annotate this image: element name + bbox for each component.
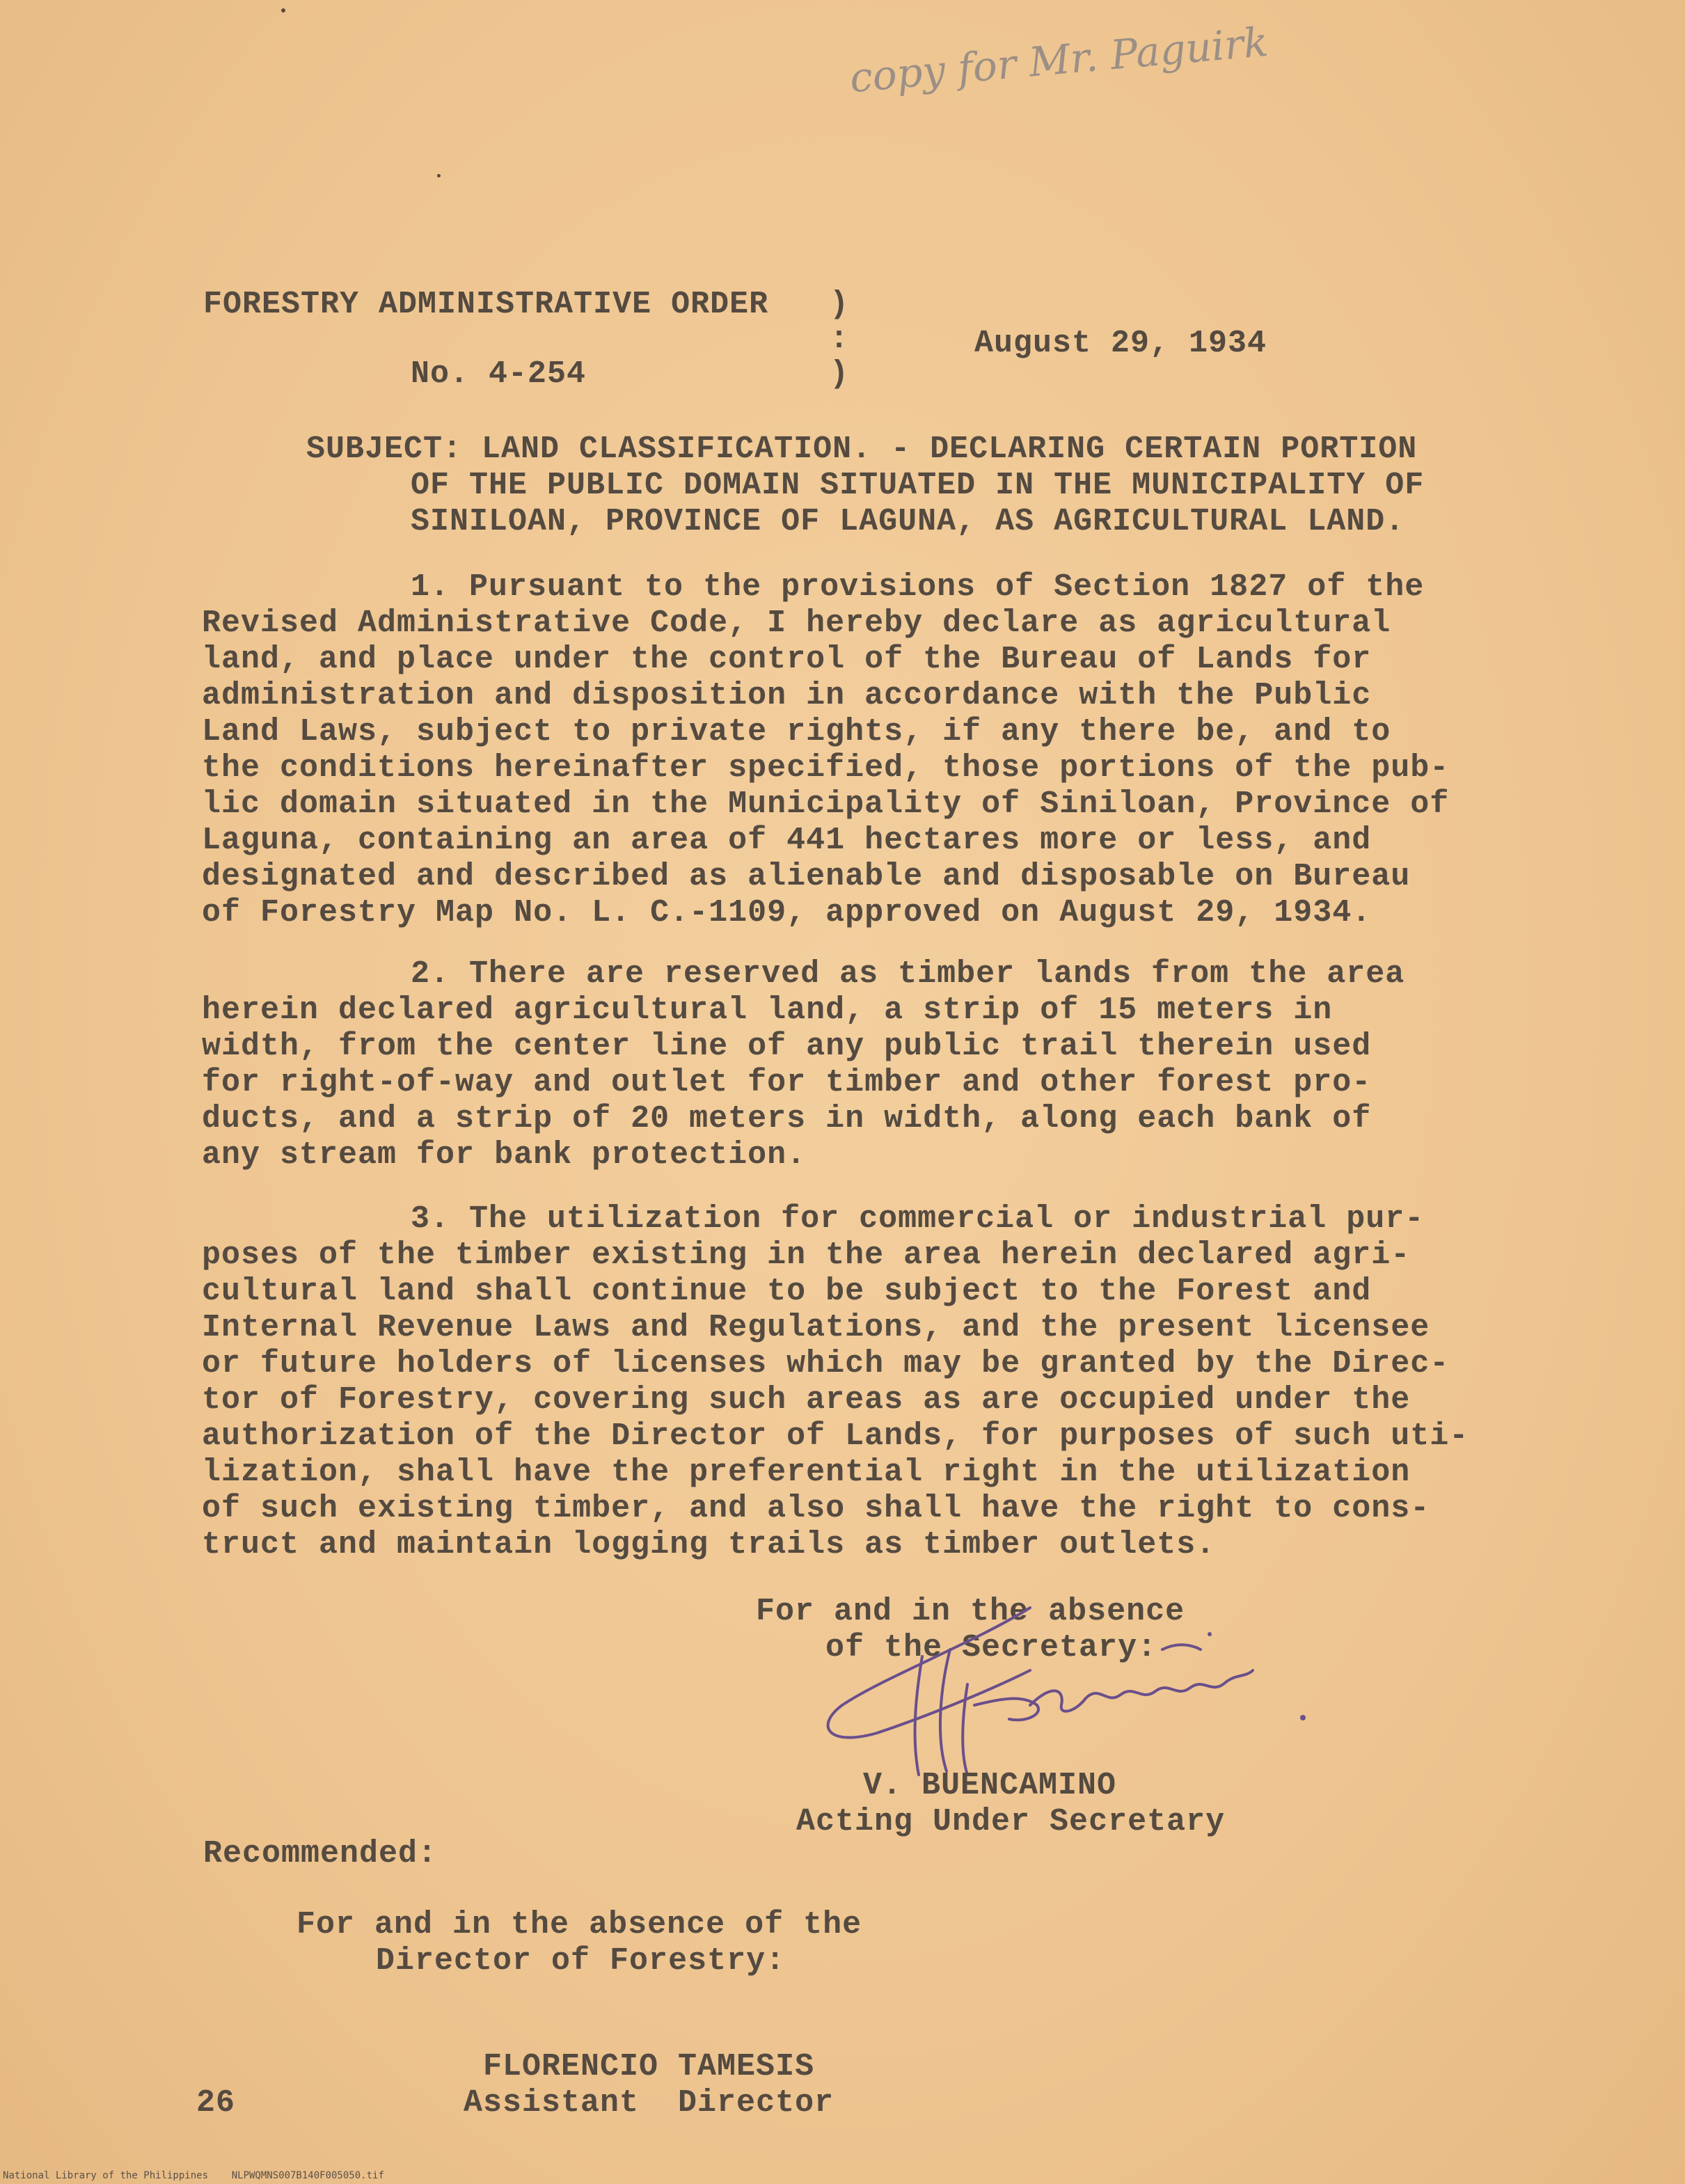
archive-footer: National Library of the Philippines NLPWQMNS007B140F005050.tif: [3, 2170, 384, 2181]
paragraph-1-line: designated and described as alienable and disposable on Bureau: [202, 859, 1411, 894]
recommender-title: Assistant Director: [464, 2085, 834, 2121]
signatory-name: V. BUENCAMINO: [863, 1768, 1117, 1803]
header-bracket-bot: ): [830, 356, 850, 392]
order-date: August 29, 1934: [974, 326, 1267, 361]
paragraph-1-line: lic domain situated in the Municipality of Siniloan, Province of: [202, 786, 1450, 822]
subject-line: SINILOAN, PROVINCE OF LAGUNA, AS AGRICULTURAL LAND.: [411, 504, 1405, 539]
order-number: No. 4-254: [411, 356, 587, 392]
paragraph-3-line: poses of the timber existing in the area herein declared agri-: [202, 1237, 1411, 1273]
handwritten-note: copy for Mr. Paguirk: [848, 17, 1270, 102]
paragraph-1-line: 1. Pursuant to the provisions of Section 1827 of the: [411, 569, 1425, 605]
recommended-absence-line: Director of Forestry:: [376, 1943, 786, 1979]
recommender-name: FLORENCIO TAMESIS: [483, 2049, 815, 2084]
paragraph-3-line: tor of Forestry, covering such areas as are occupied under the: [202, 1382, 1411, 1418]
header-bracket-mid: :: [830, 322, 850, 357]
paragraph-3-line: Internal Revenue Laws and Regulations, and the present licensee: [202, 1310, 1430, 1345]
paragraph-3-line: or future holders of licenses which may be granted by the Direc-: [202, 1346, 1450, 1382]
paragraph-2-line: ducts, and a strip of 20 meters in width, along each bank of: [202, 1101, 1372, 1137]
paragraph-1-line: administration and disposition in accordance with the Public: [202, 678, 1372, 713]
paragraph-2-line: 2. There are reserved as timber lands from the area: [411, 956, 1405, 992]
signatory-title: Acting Under Secretary: [796, 1804, 1226, 1839]
recommended-absence-line: For and in the absence of the: [296, 1907, 862, 1942]
paragraph-1-line: land, and place under the control of the Bureau of Lands for: [202, 642, 1372, 677]
speck: [281, 8, 285, 13]
paragraph-1-line: of Forestry Map No. L. C.-1109, approved on August 29, 1934.: [202, 895, 1372, 931]
speck: [437, 174, 441, 177]
paragraph-3-line: truct and maintain logging trails as timber outlets.: [202, 1527, 1216, 1562]
paragraph-1-line: Land Laws, subject to private rights, if any there be, and to: [202, 714, 1391, 750]
paragraph-3-line: lization, shall have the preferential right in the utilization: [202, 1455, 1411, 1490]
signature-absence-line: of the Secretary:: [825, 1630, 1157, 1665]
subject-line: OF THE PUBLIC DOMAIN SITUATED IN THE MUNICIPALITY OF: [411, 468, 1425, 503]
recommended-label: Recommended:: [203, 1836, 438, 1872]
paragraph-2-line: herein declared agricultural land, a strip of 15 meters in: [202, 992, 1333, 1028]
paragraph-2-line: for right-of-way and outlet for timber and other forest pro-: [202, 1065, 1372, 1100]
paragraph-3-line: 3. The utilization for commercial or industrial pur-: [411, 1201, 1425, 1237]
page-number: 26: [196, 2085, 236, 2121]
paragraph-1-line: Laguna, containing an area of 441 hectares more or less, and: [202, 823, 1372, 858]
paragraph-2-line: width, from the center line of any public trail therein used: [202, 1029, 1372, 1064]
header-bracket-top: ): [830, 287, 850, 322]
subject-line: SUBJECT: LAND CLASSIFICATION. - DECLARING CERTAIN PORTION: [306, 432, 1418, 467]
paragraph-1-line: Revised Administrative Code, I hereby declare as agricultural: [202, 606, 1391, 641]
paragraph-2-line: any stream for bank protection.: [202, 1137, 807, 1173]
paragraph-1-line: the conditions hereinafter specified, those portions of the pub-: [202, 750, 1450, 786]
order-title: FORESTRY ADMINISTRATIVE ORDER: [203, 287, 769, 322]
paragraph-3-line: of such existing timber, and also shall have the right to cons-: [202, 1491, 1430, 1526]
paragraph-3-line: authorization of the Director of Lands, for purposes of such uti-: [202, 1418, 1469, 1454]
signature-absence-line: For and in the absence: [756, 1594, 1185, 1629]
handwritten-signature: [800, 1601, 1329, 1782]
paragraph-3-line: cultural land shall continue to be subject to the Forest and: [202, 1274, 1372, 1309]
